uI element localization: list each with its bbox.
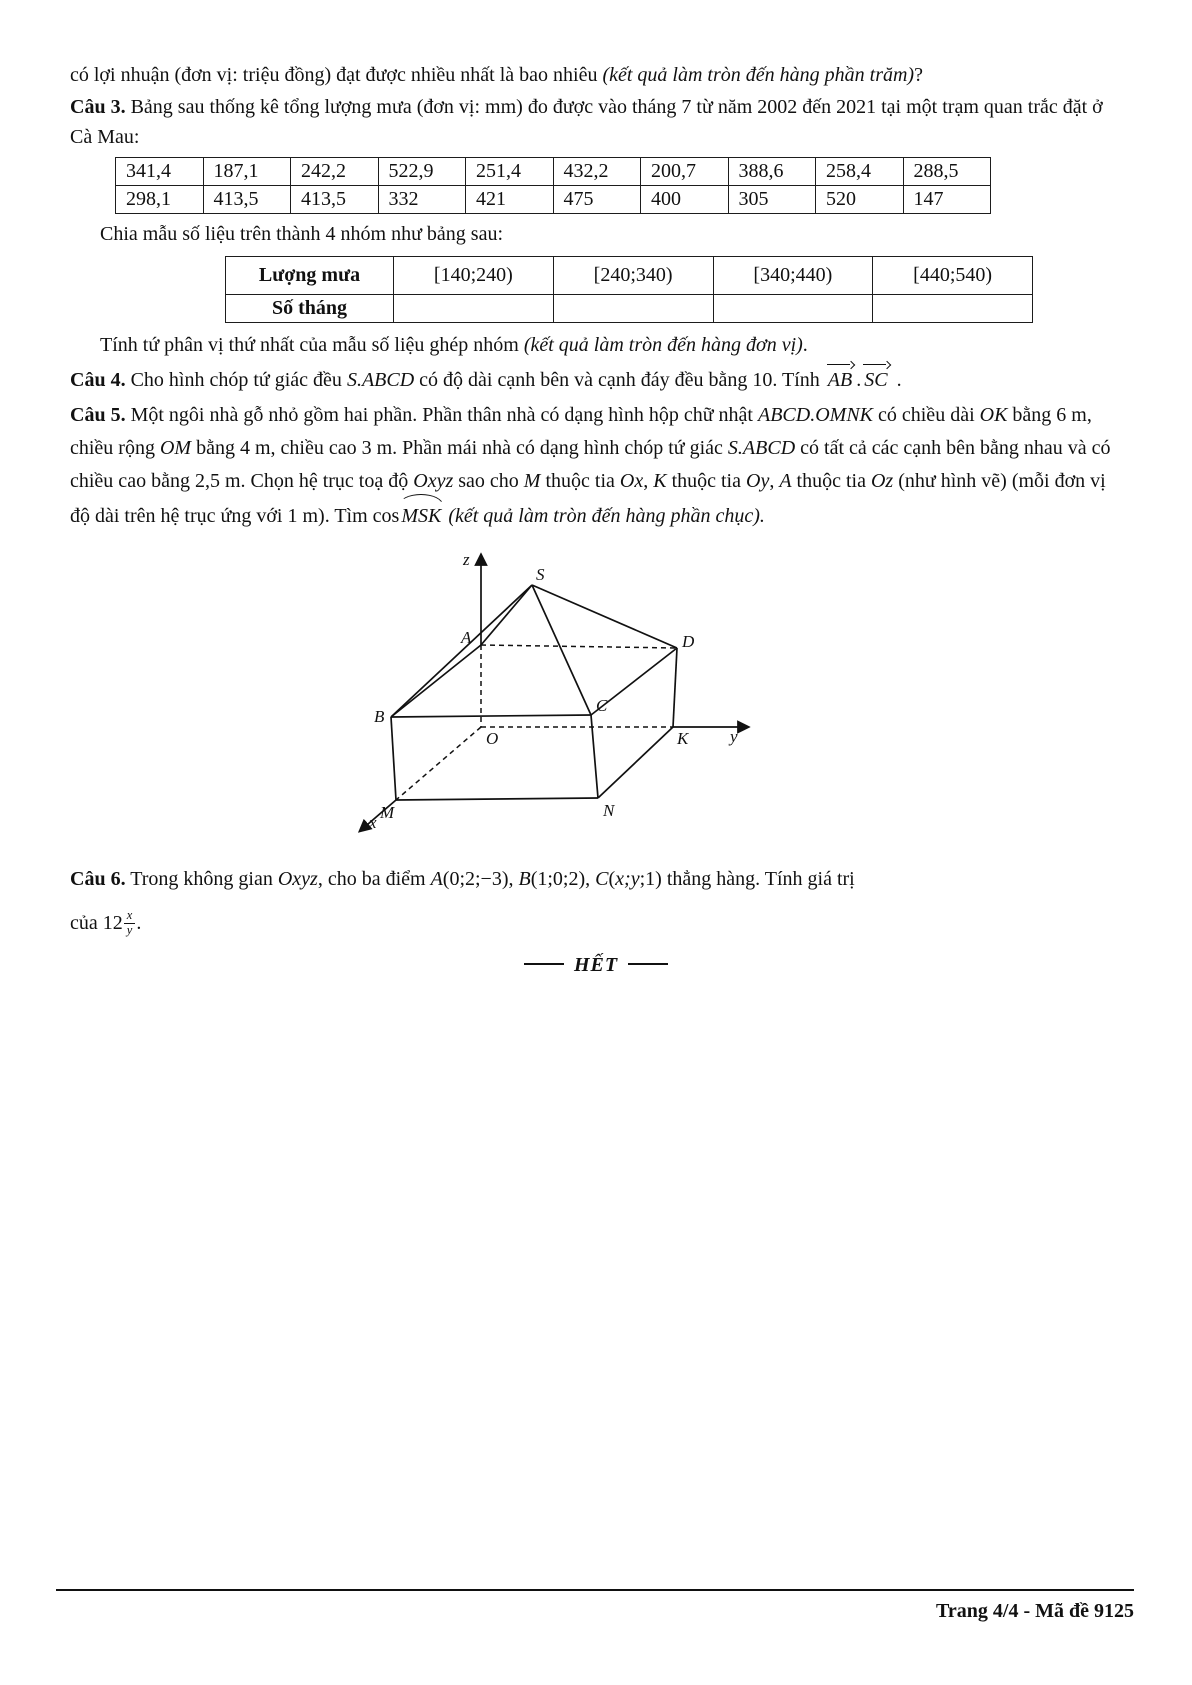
expression-base: của 12 [70,912,123,934]
question-3-label: Câu 3. [70,96,126,118]
point-A: A [779,470,792,492]
label-A: A [461,628,472,647]
rounding-note: (kết quả làm tròn đến hàng phần trăm) [602,64,915,86]
row-header-months: Số tháng [226,295,394,323]
table-cell: 242,2 [291,158,379,186]
dash-rule-left [524,963,564,965]
q5-text: bằng 4 m, chiều cao 3 m. Phần mái nhà có dạng hình chóp tứ giác [191,437,728,459]
ray-Ox: Ox [619,470,644,492]
bin-cell: [140;240) [394,257,554,295]
table-cell: 305 [728,186,816,214]
label-y: y [730,727,738,746]
axes [360,555,748,831]
point-K: K [653,470,667,492]
table-cell: 200,7 [641,158,729,186]
end-label: HẾT [573,954,619,976]
table-cell: 288,5 [903,158,991,186]
q5-rounding-note: (kết quả làm tròn đến hàng phần chục). [448,505,765,527]
q5-text: thuộc tia [791,470,871,492]
table-row [116,158,991,186]
roof-name: S.ABCD [727,437,796,459]
period: . [136,912,142,934]
vector-AB-text: AB [827,369,853,391]
table-cell: 332 [378,186,466,214]
question-4 [70,364,1122,395]
table-cell: 187,1 [203,158,291,186]
ray-Oy: Oy [746,470,770,492]
table-cell: 388,6 [728,158,816,186]
point-C-vars: x;y [615,868,640,890]
coord-system: Oxyz [413,470,454,492]
angle-MSK-text: MSK [401,505,442,527]
exponent-denominator: y [126,922,133,937]
question-4-label: Câu 4. [70,369,126,391]
row-header-rain: Lượng mưa [226,257,394,295]
table-cell: 400 [641,186,729,214]
q5-text: có tất cả các cạnh bên bằng nhau và có chiều cao bằng 2,5 m. Chọn hệ trục toạ độ [70,437,1111,492]
q6-text: Trong không gian [125,868,278,890]
empty-cell [394,295,554,323]
q6-text: thẳng hàng. Tính giá trị [661,868,855,890]
exponent-fraction [124,909,136,938]
label-O: O [486,729,499,748]
carryover-paragraph [70,60,1122,90]
q5-text: (như hình vẽ) (mỗi đơn vị độ dài trên hệ trục ứng với 1 m). Tìm cos [70,470,1106,527]
page-number-and-code: Trang 4/4 - Mã đề 9125 [936,1600,1134,1622]
end-of-exam-mark [70,954,1122,977]
period: . [891,369,902,391]
table-cell: 413,5 [291,186,379,214]
empty-cell [713,295,873,323]
vector-AB [827,364,854,395]
q4-text: có độ dài cạnh bên và cạnh đáy đều bằng 10. Tính [414,369,825,391]
angle-MSK [399,498,443,533]
page-footer [56,1589,1134,1623]
pyramid-name: S.ABCD [346,369,415,391]
edge-OK: OK [979,404,1008,426]
house-figure-svg [336,543,776,843]
label-M: M [380,803,395,822]
point-A: A [430,868,443,890]
question-3-heading [70,92,1122,152]
table-cell: 475 [553,186,641,214]
table-cell: 251,4 [466,158,554,186]
table-row [226,295,1033,323]
q5-text: thuộc tia [540,470,620,492]
q5-text: Một ngôi nhà gỗ nhỏ gồm hai phần. Phần thân nhà có dạng hình hộp chữ nhật [125,404,758,426]
dash-rule-right [628,963,668,965]
table-row [116,186,991,214]
label-D: D [682,632,695,651]
q5-text: có chiều dài [873,404,980,426]
q5-text: bằng 6 m, chiều rộng [70,404,1092,459]
q5-text: sao cho [453,470,524,492]
vector-SC-text: SC [864,369,888,391]
house-figure [336,543,776,848]
bin-cell: [240;340) [553,257,713,295]
table-cell: 147 [903,186,991,214]
coord-system: Oxyz [277,868,318,890]
label-z: z [463,550,470,569]
table-cell: 432,2 [553,158,641,186]
label-S: S [536,565,545,584]
question-mark: ? [914,64,923,86]
label-C: C [596,696,608,715]
edge-OM: OM [159,437,192,459]
label-B: B [374,707,385,726]
question-3-text: Bảng sau thống kê tổng lượng mưa (đơn vị: mm) đo được vào tháng 7 từ năm 2002 đến 2021 tại một trạm quan trắc đặt ở Cà Mau: [70,96,1103,148]
point-B: B [518,868,531,890]
table-cell: 341,4 [116,158,204,186]
grouping-instruction: Chia mẫu số liệu trên thành 4 nhóm như bảng sau: [100,223,503,245]
point-C-coords: ;1) [639,868,662,890]
point-M: M [523,470,541,492]
label-x: x [369,813,377,832]
q3-task-text: Tính tứ phân vị thứ nhất của mẫu số liệu ghép nhóm [100,334,524,356]
q3-task [70,330,1122,360]
box-name: ABCD.OMNK [758,404,873,426]
point-A-coords: (0;2;−3) [442,868,509,890]
q5-text: , [643,470,654,492]
comma: , [585,868,596,890]
label-N: N [603,801,615,820]
table-cell: 421 [466,186,554,214]
empty-cell [553,295,713,323]
table-cell: 522,9 [378,158,466,186]
table-cell: 298,1 [116,186,204,214]
question-5-label: Câu 5. [70,404,126,426]
label-K: K [677,729,689,748]
question-5 [70,399,1122,533]
bin-cell: [440;540) [873,257,1033,295]
empty-cell [873,295,1033,323]
vector-SC [863,364,889,395]
period: . [802,334,808,356]
q5-text: thuộc tia [666,470,746,492]
solid-edges [391,585,677,800]
paren: ( [608,868,616,890]
table-cell: 520 [816,186,904,214]
point-C: C [595,868,609,890]
table-cell: 258,4 [816,158,904,186]
carryover-text: có lợi nhuận (đơn vị: triệu đồng) đạt được nhiều nhất là bao nhiêu [70,64,603,86]
q3-task-note: (kết quả làm tròn đến hàng đơn vị) [523,334,803,356]
q6-text: , cho ba điểm [317,868,431,890]
table-row [226,257,1033,295]
exponent-numerator: x [124,909,136,924]
question-6-label: Câu 6. [70,868,126,890]
q6-expression-line [70,908,1122,938]
ray-Oz: Oz [870,470,894,492]
grouped-frequency-table [225,256,1033,323]
q4-text: Cho hình chóp tứ giác đều [125,369,347,391]
rainfall-data-table [115,157,991,214]
hidden-edges [396,645,677,800]
question-6 [70,864,1122,894]
q5-text: , [769,470,780,492]
point-B-coords: (1;0;2) [530,868,586,890]
bin-cell: [340;440) [713,257,873,295]
dot-operator: . [856,369,862,391]
table-cell: 413,5 [203,186,291,214]
comma: , [508,868,519,890]
